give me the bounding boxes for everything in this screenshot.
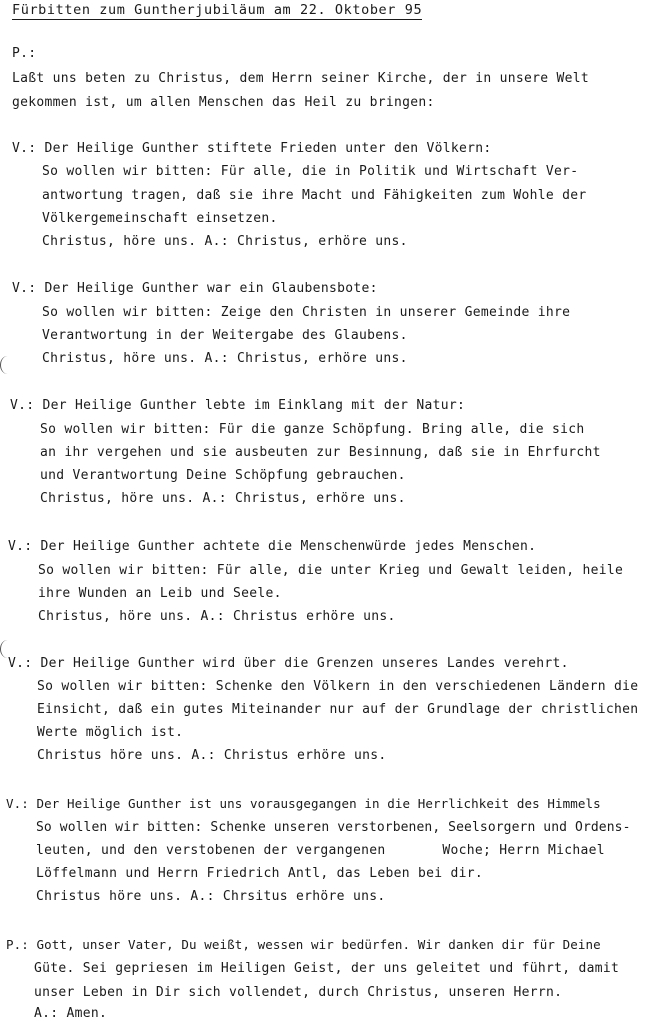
intro-line: Laßt uns beten zu Christus, dem Herrn seiner Kirche, der in unsere Welt <box>12 71 589 86</box>
scan-mark <box>0 640 15 658</box>
petition-3-response: Christus, höre uns. A.: Christus, erhöre uns. <box>40 491 406 506</box>
closing-line: P.: Gott, unser Vater, Du weißt, wessen wir bedürfen. Wir danken dir für Deine <box>6 937 601 952</box>
petition-3-line: an ihr vergehen und sie ausbeuten zur Besinnung, daß sie in Ehrfurcht <box>40 445 601 460</box>
petition-5-response: Christus höre uns. A.: Christus erhöre uns. <box>37 748 387 763</box>
petition-2-intro: V.: Der Heilige Gunther war ein Glaubensbote: <box>12 281 378 296</box>
petition-3-line: So wollen wir bitten: Für die ganze Schöpfung. Bring alle, die sich <box>40 422 585 437</box>
intro-line: gekommen ist, um allen Menschen das Heil zu bringen: <box>12 95 435 110</box>
closing-line: Güte. Sei gepriesen im Heiligen Geist, der uns geleitet und führt, damit <box>34 961 620 976</box>
document-title: Fürbitten zum Guntherjubiläum am 22. Oktober 95 <box>12 2 423 18</box>
petition-4-intro: V.: Der Heilige Gunther achtete die Menschenwürde jedes Menschen. <box>8 539 537 554</box>
petition-5-intro: V.: Der Heilige Gunther wird über die Grenzen unseres Landes verehrt. <box>8 656 569 671</box>
petition-6-line: So wollen wir bitten: Schenke unseren verstorbenen, Seelsorgern und Ordens- <box>36 820 631 835</box>
petition-1-intro: V.: Der Heilige Gunther stiftete Frieden unter den Völkern: <box>12 141 492 156</box>
petition-2-response: Christus, höre uns. A.: Christus, erhöre uns. <box>42 351 408 366</box>
petition-4-line: ihre Wunden an Leib und Seele. <box>38 586 282 601</box>
closing-amen: A.: Amen. <box>34 1006 108 1021</box>
petition-5-line: So wollen wir bitten: Schenke den Völkern in den verschiedenen Ländern die <box>37 679 639 694</box>
petition-6-response: Christus höre uns. A.: Chrsitus erhöre uns. <box>36 889 386 904</box>
petition-1-line: antwortung tragen, daß sie ihre Macht und Fähigkeiten zum Wohle der <box>42 188 587 203</box>
intro-label: P.: <box>12 46 37 61</box>
petition-3-line: und Verantwortung Deine Schöpfung gebrauchen. <box>40 468 406 483</box>
petition-2-line: So wollen wir bitten: Zeige den Christen in unserer Gemeinde ihre <box>42 305 571 320</box>
petition-2-line: Verantwortung in der Weitergabe des Glaubens. <box>42 328 408 343</box>
petition-4-response: Christus, höre uns. A.: Christus erhöre uns. <box>38 609 396 624</box>
scan-mark <box>0 356 15 374</box>
petition-6-line: leuten, und den verstobenen der vergangenen Woche; Herrn Michael <box>36 843 605 858</box>
petition-4-line: So wollen wir bitten: Für alle, die unter Krieg und Gewalt leiden, heile <box>38 563 624 578</box>
petition-5-line: Einsicht, daß ein gutes Miteinander nur auf der Grundlage der christlichen <box>37 702 639 717</box>
closing-line: unser Leben in Dir sich vollendet, durch Christus, unseren Herrn. <box>34 985 563 1000</box>
petition-3-intro: V.: Der Heilige Gunther lebte im Einklang mit der Natur: <box>10 398 466 413</box>
petition-5-line: Werte möglich ist. <box>37 725 184 740</box>
petition-1-line: So wollen wir bitten: Für alle, die in Politik und Wirtschaft Ver- <box>42 164 579 179</box>
petition-1-line: Völkergemeinschaft einsetzen. <box>42 211 278 226</box>
petition-6-intro: V.: Der Heilige Gunther ist uns vorausgegangen in die Herrlichkeit des Himmels <box>6 796 601 811</box>
petition-1-response: Christus, höre uns. A.: Christus, erhöre uns. <box>42 234 408 249</box>
petition-6-line: Löffelmann und Herrn Friedrich Antl, das Leben bei dir. <box>36 866 483 881</box>
